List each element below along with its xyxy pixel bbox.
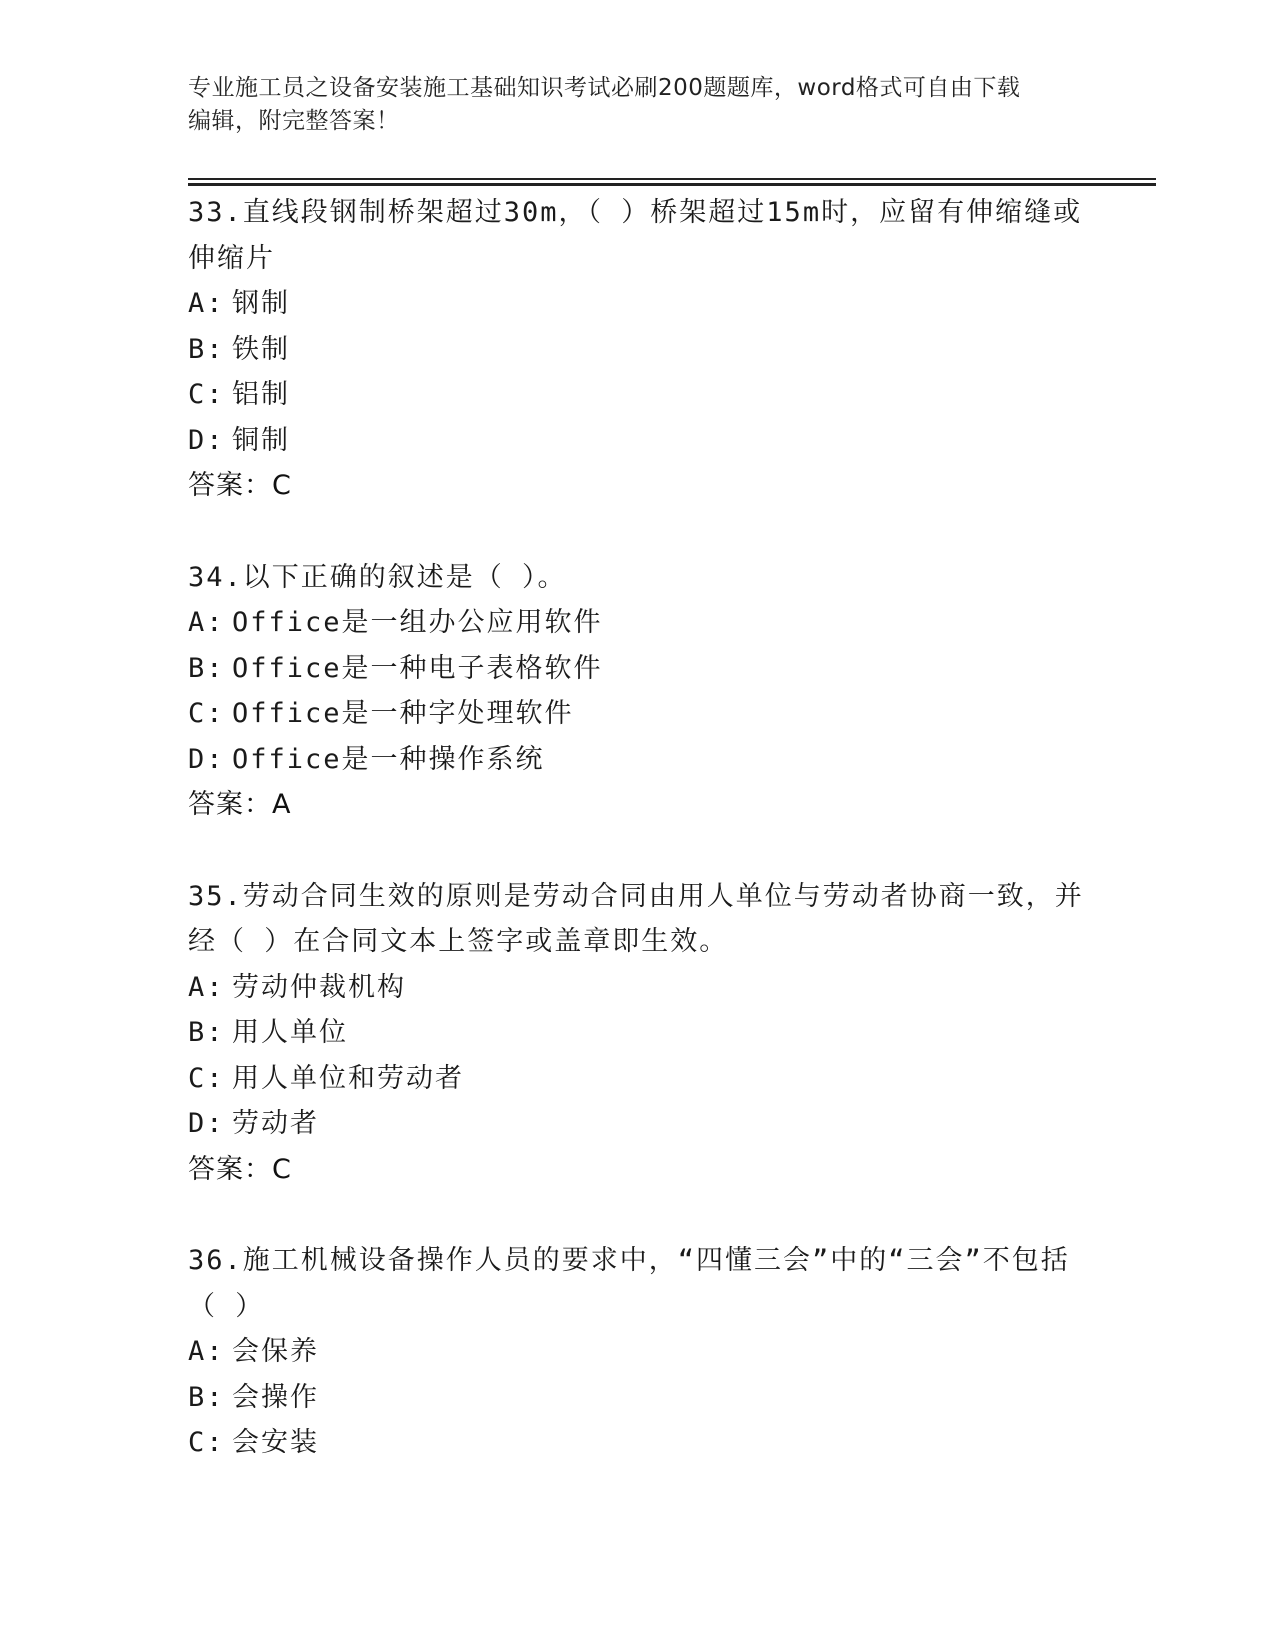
question-stem: 劳动合同生效的原则是劳动合同由用人单位与劳动者协商一致，并经（ ）在合同文本上签字或盖章即生效。 (188, 880, 1084, 957)
option-text: 劳动仲裁机构 (232, 971, 406, 1003)
option-key: A: (188, 971, 225, 1003)
question-stem: 以下正确的叙述是（ ）。 (242, 561, 567, 593)
question-number: 36. (188, 1245, 243, 1276)
option-a (188, 281, 1088, 327)
question-number: 35. (188, 880, 243, 912)
question-stem: 直线段钢制桥架超过30m，（ ）桥架超过15m时，应留有伸缩缝或伸缩片 (188, 197, 1083, 274)
option-key: B: (188, 1381, 225, 1413)
option-d (188, 737, 1088, 783)
question-number: 34. (188, 561, 243, 593)
header-line-1: 专业施工员之设备安装施工基础知识考试必刷200题题库，word格式可自由下载 (188, 75, 1021, 101)
option-text: 铝制 (232, 379, 290, 410)
option-c (188, 372, 1088, 418)
option-d (188, 1101, 1088, 1147)
question-34 (188, 555, 1088, 828)
option-b (188, 646, 1088, 692)
header-line-2: 编辑，附完整答案！ (188, 108, 400, 134)
option-key: D: (188, 424, 225, 456)
answer: 答案：C (188, 1153, 292, 1185)
option-key: A: (188, 607, 225, 638)
question-text (188, 874, 1088, 965)
header-rule-thin (188, 178, 1156, 180)
option-text: 用人单位和劳动者 (232, 1062, 464, 1094)
option-text: 铜制 (232, 424, 290, 456)
answer: 答案：A (188, 789, 292, 820)
option-key: B: (188, 333, 225, 365)
option-text: 铁制 (232, 333, 290, 365)
option-text: 钢制 (232, 288, 290, 319)
option-key: D: (188, 1108, 225, 1139)
question-list (188, 190, 1088, 1512)
question-text (188, 190, 1088, 281)
option-text: 劳动者 (232, 1108, 319, 1139)
question-36 (188, 1238, 1088, 1466)
option-a (188, 965, 1088, 1011)
option-c (188, 1056, 1088, 1102)
option-key: A: (188, 288, 225, 319)
option-key: D: (188, 743, 225, 775)
question-text (188, 1238, 1088, 1329)
document-header (188, 72, 1088, 138)
option-d (188, 418, 1088, 464)
question-35 (188, 874, 1088, 1193)
option-c (188, 691, 1088, 737)
option-key: C: (188, 1062, 225, 1094)
option-key: C: (188, 1427, 225, 1458)
option-key: B: (188, 1017, 225, 1048)
option-b (188, 1010, 1088, 1056)
option-text: Office是一种电子表格软件 (232, 652, 603, 684)
option-text: Office是一种字处理软件 (232, 698, 574, 729)
header-rule-thick (188, 183, 1156, 186)
question-stem: 施工机械设备操作人员的要求中，“四懂三会”中的“三会”不包括（ ） (188, 1245, 1070, 1322)
option-b (188, 1375, 1088, 1421)
question-33 (188, 190, 1088, 509)
option-c (188, 1420, 1088, 1466)
option-key: A: (188, 1336, 225, 1367)
option-key: C: (188, 698, 225, 729)
option-key: C: (188, 379, 225, 410)
question-text (188, 555, 1088, 601)
option-text: 用人单位 (232, 1017, 348, 1048)
question-number: 33. (188, 197, 243, 228)
option-key: B: (188, 652, 225, 684)
answer: 答案：C (188, 470, 292, 501)
option-text: Office是一组办公应用软件 (232, 607, 603, 638)
option-a (188, 1329, 1088, 1375)
option-text: 会操作 (232, 1381, 319, 1413)
option-text: 会安装 (232, 1427, 319, 1458)
option-a (188, 600, 1088, 646)
option-b (188, 327, 1088, 373)
option-text: 会保养 (232, 1336, 319, 1367)
option-text: Office是一种操作系统 (232, 743, 545, 775)
